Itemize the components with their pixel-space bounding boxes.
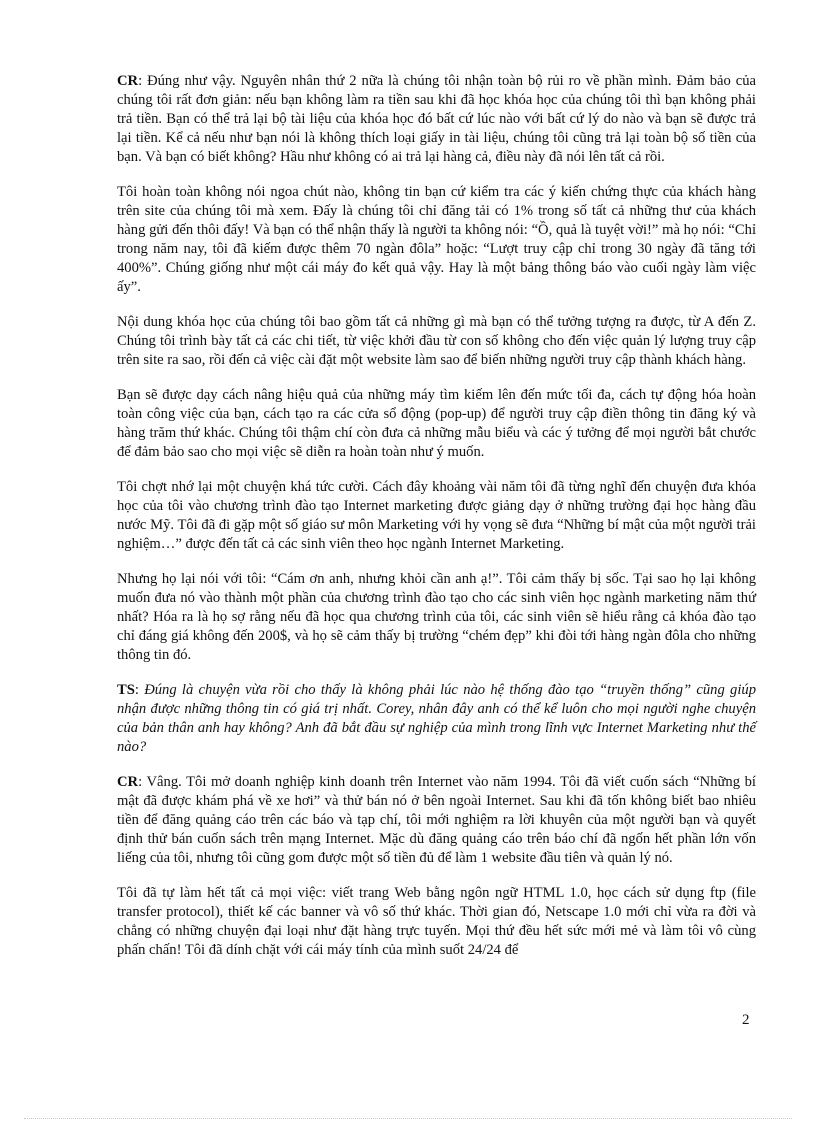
paragraph-text: Tôi hoàn toàn không nói ngoa chút nào, không tin bạn cứ kiểm tra các ý kiến chứng thực của khách hàng trên site của chúng tôi mà xem. Đấy là chúng tôi chỉ đăng tải có 1% trong số tất cả những thư của khách hàng gửi đến thôi đấy! Và bạn có thể nhận thấy là người ta không nói: “Ồ, quả là tuyệt vời!” mà họ nói: “Chỉ trong năm nay, tôi đã kiếm được thêm 70 ngàn đôla” hoặc: “Lượt truy cập chỉ trong 30 ngày đã tăng tới 400%”. Chúng giống như một cái máy đo kết quả vậy. Hay là một bảng thông báo vào cuối ngày làm việc ấy”.: [117, 184, 756, 295]
paragraph: CR: Vâng. Tôi mở doanh nghiệp kinh doanh trên Internet vào năm 1994. Tôi đã viết cuốn sách “Những bí mật đã được khám phá về xe hơi” và thử bán nó ở bên ngoài Internet. Sau khi đã tốn không biết bao nhiêu tiền để đăng quảng cáo trên các báo và tạp chí, tôi mới nghiệm ra lời khuyên của một người bạn và quyết định thử bán cuốn sách trên mạng Internet. Mặc dù đăng quảng cáo trên báo chí đã ngốn hết phần lớn vốn liếng của tôi, nhưng tôi cũng gom được một số tiền đủ để làm 1 website đầu tiên và quản lý nó.: [117, 774, 756, 866]
speaker-label: TS: [117, 682, 135, 698]
paragraph: [117, 884, 756, 960]
page-bottom-divider: [24, 1118, 792, 1119]
paragraph-text: Nhưng họ lại nói với tôi: “Cám ơn anh, nhưng khỏi cần anh ạ!”. Tôi cảm thấy bị sốc. Tại sao họ lại không muốn đưa nó vào thành một phần của chương trình đào tạo cho các sinh viên học ngành marketing năm thứ nhất? Hóa ra là họ sợ rằng nếu đã học qua chương trình của tôi, các sinh viên sẽ hiểu rằng cả khóa đào tạo chỉ đáng giá không đến 200$, và họ sẽ cảm thấy bị trường “chém đẹp” khi đòi tới hàng ngàn đôla cho những thông tin đó.: [117, 571, 756, 663]
page-number: 2: [742, 1012, 750, 1028]
speaker-label: CR: [117, 73, 139, 89]
paragraph-text: Tôi đã tự làm hết tất cả mọi việc: viết trang Web bằng ngôn ngữ HTML 1.0, học cách sử dụng ftp (file transfer protocol), thiết kế các banner và vô số thứ khác. Thời gian đó, Netscape 1.0 mới chỉ vừa ra đời và chẳng có những chuyện đại loại như đặt hàng trực tuyến. Mọi thứ đều hết sức mới mẻ và làm tôi vô cùng phấn chấn! Tôi đã dính chặt với cái máy tính của mình suốt 24/24 để: [117, 885, 756, 958]
paragraph: [117, 183, 756, 297]
paragraph: CR: Đúng như vậy. Nguyên nhân thứ 2 nữa là chúng tôi nhận toàn bộ rủi ro về phần mình. Đảm bảo của chúng tôi rất đơn giản: nếu bạn không làm ra tiền sau khi đã học khóa học của chúng tôi thì bạn không phải trả tiền. Bạn có thể trả lại bộ tài liệu của khóa học đó bất cứ lúc nào với bất cứ lý do nào và bạn sẽ được trả lại tiền. Kể cả nếu như bạn nói là không thích loại giấy in tài liệu, chúng tôi cũng trả lại toàn bộ số tiền của bạn. Và bạn có biết không? Hầu như không có ai trả lại hàng cả, điều này đã nói lên tất cả rồi.: [117, 73, 756, 165]
paragraph-text: Đúng như vậy. Nguyên nhân thứ 2 nữa là chúng tôi nhận toàn bộ rủi ro về phần mình. Đảm bảo của chúng tôi rất đơn giản: nếu bạn không làm ra tiền sau khi đã học khóa học của chúng tôi thì bạn không phải trả tiền. Bạn có thể trả lại bộ tài liệu của khóa học đó bất cứ lúc nào với bất cứ lý do nào và bạn sẽ được trả lại tiền. Kể cả nếu như bạn nói là không thích loại giấy in tài liệu, chúng tôi cũng trả lại toàn bộ số tiền của bạn. Và bạn có biết không? Hầu như không có ai trả lại hàng cả, điều này đã nói lên tất cả rồi.: [117, 73, 756, 165]
paragraph: [117, 570, 756, 665]
paragraph-text: Nội dung khóa học của chúng tôi bao gồm tất cả những gì mà bạn có thể tưởng tượng ra được, từ A đến Z. Chúng tôi trình bày tất cả các chi tiết, từ việc khởi đầu từ con số không cho đến việc quản lý lượng truy cập trên site ra sao, rồi đến cả việc cài đặt một website làm sao để biến những người truy cập thành khách hàng.: [117, 314, 756, 368]
document-body: [117, 72, 756, 976]
paragraph: [117, 478, 756, 554]
paragraph-text: Tôi chợt nhớ lại một chuyện khá tức cười. Cách đây khoảng vài năm tôi đã từng nghĩ đến chuyện đưa khóa học của tôi vào chương trình đào tạo Internet marketing được giảng dạy ở những trường đại học hàng đầu nước Mỹ. Tôi đã đi gặp một số giáo sư môn Marketing với hy vọng sẽ đưa “Những bí mật của một người trải nghiệm…” được đến tất cả các sinh viên theo học ngành Internet Marketing.: [117, 479, 756, 552]
paragraph-text: Bạn sẽ được dạy cách nâng hiệu quả của những máy tìm kiếm lên đến mức tối đa, cách tự động hóa hoàn toàn công việc của bạn, cách tạo ra các cửa sổ động (pop-up) để người truy cập điền thông tin đăng ký và hàng trăm thứ khác. Chúng tôi thậm chí còn đưa cả những mẫu biểu và các ý tưởng để mọi người bắt chước để đảm bảo sao cho mọi việc sẽ diễn ra hoàn toàn như ý muốn.: [117, 387, 756, 460]
paragraph: TS: Đúng là chuyện vừa rồi cho thấy là không phải lúc nào hệ thống đào tạo “truyền thống” cũng giúp nhận được những thông tin có giá trị nhất. Corey, nhân đây anh có thể kể luôn cho mọi người nghe chuyện của bản thân anh hay không? Anh đã bắt đầu sự nghiệp của mình trong lĩnh vực Internet Marketing như thế nào?: [117, 682, 756, 755]
paragraph-text: Vâng. Tôi mở doanh nghiệp kinh doanh trên Internet vào năm 1994. Tôi đã viết cuốn sách “Những bí mật đã được khám phá về xe hơi” và thử bán nó ở bên ngoài Internet. Sau khi đã tốn không biết bao nhiêu tiền để đăng quảng cáo trên các báo và tạp chí, tôi mới nghiệm ra lời khuyên của một người bạn và quyết định thử bán cuốn sách trên mạng Internet. Mặc dù đăng quảng cáo trên báo chí đã ngốn hết phần lớn vốn liếng của tôi, nhưng tôi cũng gom được một số tiền đủ để làm 1 website đầu tiên và quản lý nó.: [117, 774, 756, 866]
paragraph-text: Đúng là chuyện vừa rồi cho thấy là không phải lúc nào hệ thống đào tạo “truyền thống” cũng giúp nhận được những thông tin có giá trị nhất. Corey, nhân đây anh có thể kể luôn cho mọi người nghe chuyện của bản thân anh hay không? Anh đã bắt đầu sự nghiệp của mình trong lĩnh vực Internet Marketing như thế nào?: [117, 682, 756, 755]
speaker-label: CR: [117, 774, 139, 790]
paragraph: [117, 386, 756, 462]
paragraph: [117, 313, 756, 370]
